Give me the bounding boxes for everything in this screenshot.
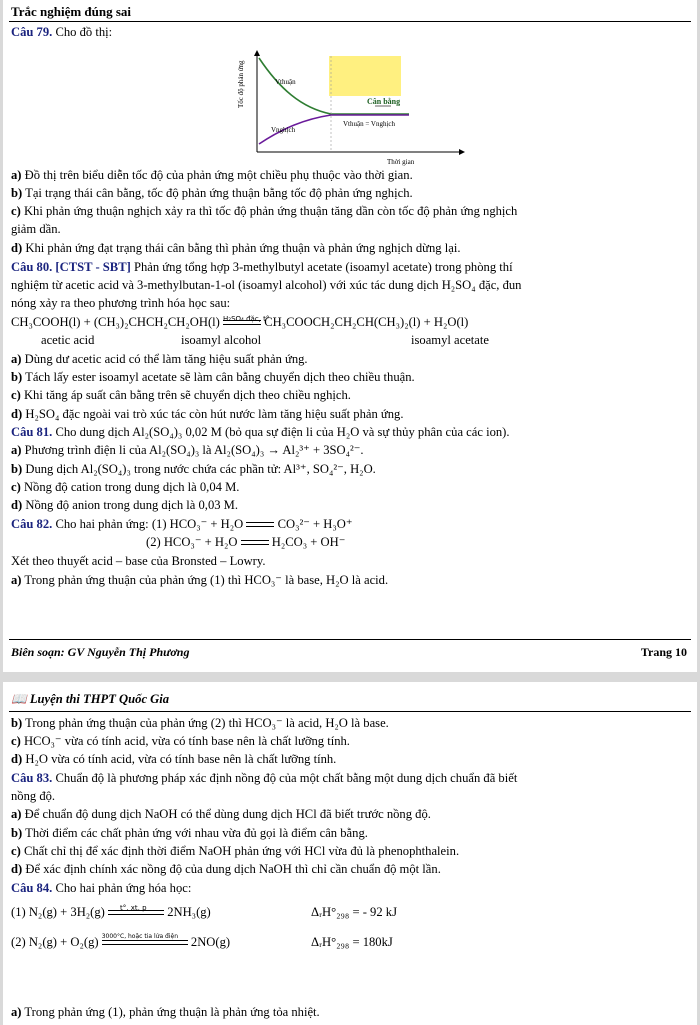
page-number: Trang 10: [640, 645, 687, 659]
q83-intro: Câu 83. Chuẩn độ là phương pháp xác định nồng độ của một chất bằng một dung dịch chuẩn đã biết: [11, 771, 518, 785]
q79-d: d) Khi phản ứng đạt trạng thái cân bằng thì phản ứng thuận và phản ứng nghịch dừng lại.: [11, 241, 461, 255]
vreverse-label: Vnghịch: [271, 126, 296, 134]
q84-reaction-1: (1) N₂(g) + 3H₂(g) t°, xt, p 2NH₃(g) ΔᵣH°₂₉₈ = - 92 kJ: [11, 904, 397, 919]
graph-xlabel: Thời gian: [387, 158, 415, 166]
q79-b: b) Tại trạng thái cân bằng, tốc độ phản ứng thuận bằng tốc độ phản ứng nghịch.: [11, 186, 413, 200]
q84-a: a) Trong phản ứng (1), phản ứng thuận là phản ứng tỏa nhiệt.: [11, 1005, 320, 1019]
header-divider: [9, 21, 691, 22]
q81-intro: Câu 81. Cho dung dịch Al₂(SO₄)₃ 0,02 M (bỏ qua sự điện li của H₂O và sự thủy phân của các ion).: [11, 425, 510, 439]
vforward-label: Vthuận: [275, 78, 296, 86]
section-header: Trắc nghiệm đúng sai: [11, 4, 132, 19]
q83-d: d) Để xác định chính xác nồng độ của dung dịch NaOH thì chỉ cần chuẩn độ một lần.: [11, 862, 441, 876]
q82-reaction-2: (2) HCO₃⁻ + H₂O H₂CO₃ + OH⁻: [146, 535, 346, 549]
q82-theory: Xét theo thuyết acid – base của Bronsted – Lowry.: [11, 554, 266, 568]
q80-c: c) Khi tăng áp suất cân bằng trên sẽ chuyển dịch theo chiều nghịch.: [11, 388, 351, 402]
rate-time-graph: [235, 48, 467, 166]
q83-intro-2: nồng độ.: [11, 789, 56, 803]
q83-c: c) Chất chỉ thị để xác định thời điểm NaOH phản ứng với HCl vừa đủ là phenophthalein.: [11, 844, 460, 858]
q82-c: c) HCO₃⁻ vừa có tính acid, vừa có tính base nên là chất lưỡng tính.: [11, 734, 350, 748]
q80-a: a) Dùng dư acetic acid có thể làm tăng hiệu suất phản ứng.: [11, 352, 308, 366]
q83-b: b) Thời điểm các chất phản ứng với nhau vừa đủ gọi là điểm cân bằng.: [11, 826, 368, 840]
footer-divider: [9, 639, 691, 640]
q83-a: a) Để chuẩn độ dung dịch NaOH có thể dùng dung dịch HCl đã biết trước nồng độ.: [11, 807, 431, 821]
q80-d: d) H₂SO₄ đặc ngoài vai trò xúc tác còn hút nước làm tăng hiệu suất phản ứng.: [11, 407, 404, 421]
q79-intro: Câu 79. Cho đồ thị:: [11, 25, 113, 39]
series-logo: 📖 Luyện thi THPT Quốc Gia: [11, 692, 170, 706]
q84-intro: Câu 84. Cho hai phản ứng hóa học:: [11, 881, 192, 895]
graph-ylabel: Tốc độ phản ứng: [237, 60, 245, 108]
book-icon: 📖: [11, 692, 27, 706]
q81-a: a) Phương trình điện li của Al₂(SO₄)₃ là Al₂(SO₄)₃ → Al₂³⁺ + 3SO₄²⁻.: [11, 443, 364, 457]
page-10: Trắc nghiệm đúng sai Câu 79. Cho đồ thị: Tốc độ phản ứng Vthuận Vnghịch Cân bằng Vthuận = Vnghịch Thời gian a) Đồ thị trên biểu diễn tốc độ của phản ứng một chiều phụ thuộc vào thời gian. b) Tại trạng thái cân bằng, tốc độ phản ứng thuận bằng tốc độ phản ứng nghịch. c) Khi phản ứng thuận nghịch xảy ra thì tốc độ phản ứng thuận tăng dần còn tốc độ phản ứng nghịch giảm dần. d) Khi phản ứng đạt trạng thái cân bằng thì phản ứng thuận và phản ứng nghịch dừng lại. Câu 80. [CTST - SBT] Phản ứng tổng hợp 3-methylbutyl acetate (isoamyl acetate) trong phòng thí nghiệm từ acetic acid và 3-methylbutan-1-ol (isoamyl alcohol) với xúc tác dung dịch H₂SO₄ đặc, đun nóng xảy ra theo phương trình hóa học sau: CH₃COOH(l) + (CH₃)₂CHCH₂CH₂OH(l) H₂SO₄ đặc, t° CH₃COOCH₂CH₂CH(CH₃)₂(l) + H₂O(l) acetic acid isoamyl alcohol isoamyl acetate a) Dùng dư acetic acid có thể làm tăng hiệu suất phản ứng. b) Tách lấy ester isoamyl acetate sẽ làm cân bằng chuyển dịch theo chiều thuận. c) Khi tăng áp suất cân bằng trên sẽ chuyển dịch theo chiều nghịch. d) H₂SO₄ đặc ngoài vai trò xúc tác còn hút nước làm tăng hiệu suất phản ứng. Câu 81. Cho dung dịch Al₂(SO₄)₃ 0,02 M (bỏ qua sự điện li của H₂O và sự thủy phân của các ion). a) Phương trình điện li của Al₂(SO₄)₃ là Al₂(SO₄)₃ → Al₂³⁺ + 3SO₄²⁻. b) Dung dịch Al₂(SO₄)₃ trong nước chứa các phần tử: Al³⁺, SO₄²⁻, H₂O. c) Nồng độ cation trong dung dịch là 0,04 M. d) Nồng độ anion trong dung dịch là 0,03 M. Câu 82. Cho hai phản ứng: (1) HCO₃⁻ + H₂O CO₃²⁻ + H₃O⁺ (2) HCO₃⁻ + H₂O H₂CO₃ + OH⁻ Xét theo thuyết acid – base của Bronsted – Lowry. a) Trong phản ứng thuận của phản ứng (1) thì HCO₃⁻ là base, H₂O là acid. Biên soạn: GV Nguyễn Thị Phương Trang 10: [3, 0, 697, 672]
q82-b: b) Trong phản ứng thuận của phản ứng (2) thì HCO₃⁻ là acid, H₂O là base.: [11, 716, 389, 730]
q80-intro-3: nóng xảy ra theo phương trình hóa học sau:: [11, 296, 231, 310]
page-11: [3, 682, 697, 1025]
equilibrium-label: Cân bằng: [367, 97, 401, 106]
q81-b: b) Dung dịch Al₂(SO₄)₃ trong nước chứa các phần tử: Al³⁺, SO₄²⁻, H₂O.: [11, 462, 376, 476]
q81-d: d) Nồng độ anion trong dung dịch là 0,03 M.: [11, 498, 239, 512]
page2-header-divider: [9, 711, 691, 712]
q82-a: a) Trong phản ứng thuận của phản ứng (1) thì HCO₃⁻ là base, H₂O là acid.: [11, 573, 389, 587]
q82-reaction-1: Câu 82. Cho hai phản ứng: (1) HCO₃⁻ + H₂O CO₃²⁻ + H₃O⁺: [11, 517, 353, 531]
q79-c: c) Khi phản ứng thuận nghịch xảy ra thì tốc độ phản ứng thuận tăng dần còn tốc độ phản ứng nghịch: [11, 204, 518, 218]
q80-intro-2: nghiệm từ acetic acid và 3-methylbutan-1-ol (isoamyl alcohol) với xúc tác dung dịch H₂SO₄ đặc, đun: [11, 278, 522, 292]
q80-intro: Câu 80. [CTST - SBT] Phản ứng tổng hợp 3-methylbutyl acetate (isoamyl acetate) trong phòng thí: [11, 260, 513, 274]
q79-c-cont: giảm dần.: [11, 222, 61, 236]
footer-author: Biên soạn: GV Nguyễn Thị Phương: [11, 645, 190, 659]
q84-reaction-2: (2) N₂(g) + O₂(g) 3000°C, hoặc tia lửa điện 2NO(g) ΔᵣH°₂₉₈ = 180kJ: [11, 933, 393, 949]
q79-a: a) Đồ thị trên biểu diễn tốc độ của phản ứng một chiều phụ thuộc vào thời gian.: [11, 168, 413, 182]
q81-c: c) Nồng độ cation trong dung dịch là 0,04 M.: [11, 480, 240, 494]
q80-b: b) Tách lấy ester isoamyl acetate sẽ làm cân bằng chuyển dịch theo chiều thuận.: [11, 370, 415, 384]
q82-d: d) H₂O vừa có tính acid, vừa có tính base nên là chất lưỡng tính.: [11, 752, 337, 766]
equal-rate-label: Vthuận = Vnghịch: [343, 120, 396, 128]
q80-equation: CH₃COOH(l) + (CH₃)₂CHCH₂CH₂OH(l) H₂SO₄ đặc, t° CH₃COOCH₂CH₂CH(CH₃)₂(l) + H₂O(l): [11, 315, 469, 329]
